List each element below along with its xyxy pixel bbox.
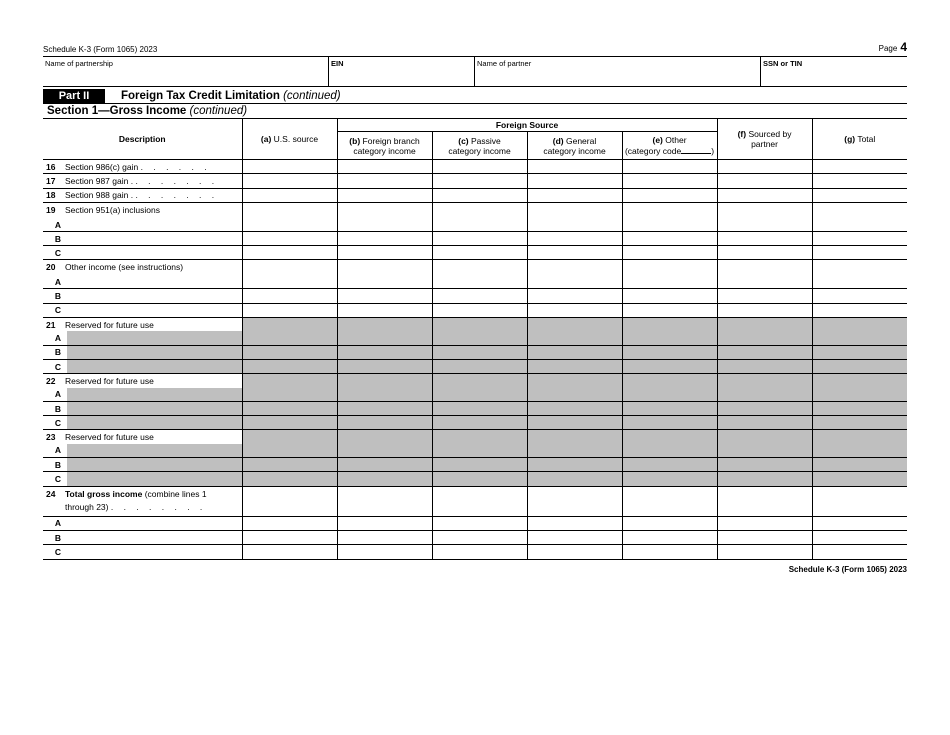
line-24a-label: A bbox=[43, 516, 242, 530]
shaded-cell bbox=[337, 416, 432, 430]
gross-income-table bbox=[43, 118, 907, 560]
input-cell[interactable] bbox=[432, 545, 527, 559]
shaded-cell bbox=[812, 430, 907, 458]
shaded-cell bbox=[527, 401, 622, 415]
line-23a-label: A bbox=[43, 444, 242, 458]
form-page bbox=[43, 40, 907, 574]
shaded-cell bbox=[812, 472, 907, 486]
table-row bbox=[43, 486, 907, 516]
input-cell[interactable] bbox=[242, 188, 337, 202]
shaded-cell bbox=[242, 318, 337, 346]
line-17-label: 17 Section 987 gain . . . . . . . . bbox=[43, 174, 242, 188]
input-cell[interactable] bbox=[432, 303, 527, 317]
input-cell[interactable] bbox=[717, 516, 812, 530]
input-cell[interactable] bbox=[812, 188, 907, 202]
input-cell[interactable] bbox=[527, 188, 622, 202]
shaded-cell bbox=[527, 472, 622, 486]
shaded-cell bbox=[812, 401, 907, 415]
table-row bbox=[43, 260, 907, 289]
input-cell[interactable] bbox=[242, 545, 337, 559]
part-label: Part II bbox=[43, 89, 105, 103]
shaded-cell bbox=[432, 318, 527, 346]
col-e-other: (e) Other (category code ) bbox=[622, 132, 717, 160]
line-19c-label: C bbox=[43, 246, 242, 260]
input-cell[interactable] bbox=[812, 160, 907, 174]
input-cell[interactable] bbox=[337, 160, 432, 174]
input-cell[interactable] bbox=[622, 260, 717, 289]
input-cell[interactable] bbox=[527, 160, 622, 174]
input-cell[interactable] bbox=[622, 303, 717, 317]
line-23c-label: C bbox=[43, 472, 242, 486]
input-cell[interactable] bbox=[527, 174, 622, 188]
ein-label: EIN bbox=[331, 59, 344, 68]
partner-name-label: Name of partner bbox=[477, 59, 532, 68]
table-row bbox=[43, 401, 907, 415]
input-cell[interactable] bbox=[527, 260, 622, 289]
input-cell[interactable] bbox=[622, 289, 717, 303]
input-cell[interactable] bbox=[432, 188, 527, 202]
col-b-foreign-branch: (b) Foreign branch category income bbox=[337, 132, 432, 160]
partnership-name-label: Name of partnership bbox=[45, 59, 113, 68]
input-cell[interactable] bbox=[337, 202, 432, 231]
input-cell[interactable] bbox=[242, 231, 337, 245]
part-header bbox=[43, 89, 907, 104]
input-cell[interactable] bbox=[717, 545, 812, 559]
input-cell[interactable] bbox=[812, 516, 907, 530]
input-cell[interactable] bbox=[337, 260, 432, 289]
line-24c-label: C bbox=[43, 545, 242, 559]
ein-field[interactable] bbox=[329, 57, 475, 86]
shaded-cell bbox=[242, 430, 337, 458]
table-row bbox=[43, 174, 907, 188]
shaded-cell bbox=[527, 416, 622, 430]
shaded-cell bbox=[432, 458, 527, 472]
shaded-cell bbox=[432, 345, 527, 359]
shaded-cell bbox=[812, 374, 907, 402]
input-cell[interactable] bbox=[717, 174, 812, 188]
ssn-tin-label: SSN or TIN bbox=[763, 59, 803, 68]
shaded-cell bbox=[717, 430, 812, 458]
input-cell[interactable] bbox=[622, 516, 717, 530]
table-row bbox=[43, 202, 907, 231]
input-cell[interactable] bbox=[812, 486, 907, 516]
input-cell[interactable] bbox=[242, 160, 337, 174]
input-cell[interactable] bbox=[717, 202, 812, 231]
input-cell[interactable] bbox=[242, 174, 337, 188]
input-cell[interactable] bbox=[622, 160, 717, 174]
shaded-cell bbox=[432, 374, 527, 402]
shaded-cell bbox=[622, 430, 717, 458]
input-cell[interactable] bbox=[717, 289, 812, 303]
input-cell[interactable] bbox=[432, 486, 527, 516]
shaded-cell bbox=[717, 472, 812, 486]
shaded-cell bbox=[527, 318, 622, 346]
input-cell[interactable] bbox=[622, 545, 717, 559]
line-16-label: 16 Section 986(c) gain . . . . . . bbox=[43, 160, 242, 174]
shaded-cell bbox=[337, 472, 432, 486]
shaded-cell bbox=[527, 359, 622, 373]
input-cell[interactable] bbox=[717, 486, 812, 516]
shaded-cell bbox=[622, 374, 717, 402]
table-row bbox=[43, 359, 907, 373]
input-cell[interactable] bbox=[242, 516, 337, 530]
input-cell[interactable] bbox=[527, 486, 622, 516]
shaded-cell bbox=[242, 472, 337, 486]
input-cell[interactable] bbox=[432, 260, 527, 289]
table-row bbox=[43, 516, 907, 530]
shaded-cell bbox=[812, 458, 907, 472]
shaded-cell bbox=[717, 374, 812, 402]
input-cell[interactable] bbox=[337, 174, 432, 188]
input-cell[interactable] bbox=[717, 260, 812, 289]
line-20c-label: C bbox=[43, 303, 242, 317]
shaded-cell bbox=[242, 401, 337, 415]
line-22c-label: C bbox=[43, 416, 242, 430]
input-cell[interactable] bbox=[622, 231, 717, 245]
col-f-sourced-by-partner: (f) Sourced by partner bbox=[717, 119, 812, 160]
shaded-cell bbox=[717, 416, 812, 430]
input-cell[interactable] bbox=[622, 530, 717, 544]
shaded-cell bbox=[242, 458, 337, 472]
table-row bbox=[43, 289, 907, 303]
shaded-cell bbox=[337, 430, 432, 458]
table-row bbox=[43, 303, 907, 317]
line-20b-label: B bbox=[43, 289, 242, 303]
input-cell[interactable] bbox=[432, 174, 527, 188]
partner-name-field[interactable] bbox=[475, 57, 761, 86]
input-cell[interactable] bbox=[337, 303, 432, 317]
shaded-cell bbox=[337, 318, 432, 346]
category-code-input[interactable] bbox=[681, 145, 711, 154]
line-22b-label: B bbox=[43, 401, 242, 415]
input-cell[interactable] bbox=[717, 188, 812, 202]
input-cell[interactable] bbox=[242, 486, 337, 516]
table-row bbox=[43, 458, 907, 472]
input-cell[interactable] bbox=[242, 260, 337, 289]
input-cell[interactable] bbox=[527, 516, 622, 530]
input-cell[interactable] bbox=[432, 516, 527, 530]
shaded-cell bbox=[242, 374, 337, 402]
form-footer: Schedule K-3 (Form 1065) 2023 bbox=[788, 564, 907, 574]
shaded-cell bbox=[242, 416, 337, 430]
shaded-cell bbox=[622, 318, 717, 346]
input-cell[interactable] bbox=[432, 530, 527, 544]
input-cell[interactable] bbox=[337, 188, 432, 202]
shaded-cell bbox=[337, 374, 432, 402]
input-cell[interactable] bbox=[717, 160, 812, 174]
table-row bbox=[43, 430, 907, 444]
line-21b-label: B bbox=[43, 345, 242, 359]
shaded-cell bbox=[527, 345, 622, 359]
input-cell[interactable] bbox=[432, 289, 527, 303]
shaded-cell bbox=[242, 359, 337, 373]
shaded-cell bbox=[717, 345, 812, 359]
line-19-label: 19 Section 951(a) inclusions A bbox=[43, 202, 242, 231]
input-cell[interactable] bbox=[432, 246, 527, 260]
input-cell[interactable] bbox=[527, 303, 622, 317]
input-cell[interactable] bbox=[527, 289, 622, 303]
shaded-cell bbox=[812, 345, 907, 359]
input-cell[interactable] bbox=[717, 530, 812, 544]
input-cell[interactable] bbox=[432, 231, 527, 245]
input-cell[interactable] bbox=[812, 303, 907, 317]
shaded-cell bbox=[622, 359, 717, 373]
shaded-cell bbox=[337, 345, 432, 359]
shaded-cell bbox=[717, 458, 812, 472]
line-23-label: 23 Reserved for future use bbox=[43, 430, 242, 444]
input-cell[interactable] bbox=[812, 246, 907, 260]
line-21a-label: A bbox=[43, 331, 242, 345]
page-number: Page 4 bbox=[878, 40, 907, 54]
input-cell[interactable] bbox=[337, 530, 432, 544]
table-row bbox=[43, 188, 907, 202]
shaded-cell bbox=[527, 430, 622, 458]
shaded-cell bbox=[717, 401, 812, 415]
table-row bbox=[43, 345, 907, 359]
input-cell[interactable] bbox=[812, 260, 907, 289]
shaded-cell bbox=[717, 359, 812, 373]
shaded-cell bbox=[812, 416, 907, 430]
line-18-label: 18 Section 988 gain . . . . . . . . bbox=[43, 188, 242, 202]
input-cell[interactable] bbox=[337, 545, 432, 559]
col-g-total: (g) Total bbox=[812, 119, 907, 160]
input-cell[interactable] bbox=[622, 202, 717, 231]
input-cell[interactable] bbox=[622, 486, 717, 516]
input-cell[interactable] bbox=[622, 174, 717, 188]
shaded-cell bbox=[622, 472, 717, 486]
shaded-cell bbox=[527, 458, 622, 472]
table-row bbox=[43, 318, 907, 332]
table-row bbox=[43, 472, 907, 486]
input-cell[interactable] bbox=[812, 545, 907, 559]
input-cell[interactable] bbox=[527, 246, 622, 260]
col-c-passive: (c) Passive category income bbox=[432, 132, 527, 160]
input-cell[interactable] bbox=[337, 289, 432, 303]
part-title: Foreign Tax Credit Limitation (continued) bbox=[121, 90, 341, 102]
line-24-label: 24 Total gross income (combine lines 1 through 23) . . . . . . . . bbox=[43, 486, 242, 516]
input-cell[interactable] bbox=[242, 246, 337, 260]
table-row bbox=[43, 231, 907, 245]
shaded-cell bbox=[812, 359, 907, 373]
input-cell[interactable] bbox=[337, 246, 432, 260]
shaded-cell bbox=[717, 318, 812, 346]
shaded-cell bbox=[432, 430, 527, 458]
input-cell[interactable] bbox=[717, 231, 812, 245]
line-23b-label: B bbox=[43, 458, 242, 472]
line-21-label: 21 Reserved for future use bbox=[43, 318, 242, 332]
partnership-name-field[interactable] bbox=[43, 57, 329, 86]
input-cell[interactable] bbox=[717, 246, 812, 260]
col-d-general: (d) General category income bbox=[527, 132, 622, 160]
table-row bbox=[43, 416, 907, 430]
input-cell[interactable] bbox=[527, 530, 622, 544]
line-22a-label: A bbox=[43, 388, 242, 402]
shaded-cell bbox=[432, 359, 527, 373]
shaded-cell bbox=[337, 401, 432, 415]
form-header bbox=[43, 40, 907, 56]
input-cell[interactable] bbox=[242, 289, 337, 303]
input-cell[interactable] bbox=[812, 289, 907, 303]
input-cell[interactable] bbox=[812, 202, 907, 231]
input-cell[interactable] bbox=[527, 545, 622, 559]
table-row bbox=[43, 374, 907, 388]
line-22-label: 22 Reserved for future use bbox=[43, 374, 242, 388]
input-cell[interactable] bbox=[622, 246, 717, 260]
input-cell[interactable] bbox=[242, 202, 337, 231]
input-cell[interactable] bbox=[527, 202, 622, 231]
shaded-cell bbox=[432, 472, 527, 486]
input-cell[interactable] bbox=[717, 303, 812, 317]
shaded-cell bbox=[622, 345, 717, 359]
input-cell[interactable] bbox=[337, 516, 432, 530]
line-24b-label: B bbox=[43, 530, 242, 544]
shaded-cell bbox=[432, 401, 527, 415]
shaded-cell bbox=[527, 374, 622, 402]
shaded-cell bbox=[337, 458, 432, 472]
input-cell[interactable] bbox=[242, 530, 337, 544]
input-cell[interactable] bbox=[432, 202, 527, 231]
section-title: Section 1—Gross Income (continued) bbox=[47, 105, 248, 117]
input-cell[interactable] bbox=[527, 231, 622, 245]
input-cell[interactable] bbox=[622, 188, 717, 202]
shaded-cell bbox=[812, 318, 907, 346]
shaded-cell bbox=[242, 345, 337, 359]
line-21c-label: C bbox=[43, 359, 242, 373]
line-20-label: 20 Other income (see instructions) A bbox=[43, 260, 242, 289]
input-cell[interactable] bbox=[242, 303, 337, 317]
shaded-cell bbox=[622, 416, 717, 430]
identification-row bbox=[43, 56, 907, 87]
col-description: Description bbox=[43, 119, 242, 160]
input-cell[interactable] bbox=[812, 530, 907, 544]
input-cell[interactable] bbox=[812, 231, 907, 245]
table-row bbox=[43, 246, 907, 260]
line-19b-label: B bbox=[43, 231, 242, 245]
table-row bbox=[43, 545, 907, 559]
input-cell[interactable] bbox=[337, 486, 432, 516]
form-id: Schedule K-3 (Form 1065) 2023 bbox=[43, 45, 158, 54]
shaded-cell bbox=[622, 401, 717, 415]
table-row bbox=[43, 530, 907, 544]
shaded-cell bbox=[432, 416, 527, 430]
col-a-us-source: (a) U.S. source bbox=[242, 119, 337, 160]
input-cell[interactable] bbox=[812, 174, 907, 188]
input-cell[interactable] bbox=[337, 231, 432, 245]
shaded-cell bbox=[337, 359, 432, 373]
table-row bbox=[43, 160, 907, 174]
ssn-tin-field[interactable] bbox=[761, 57, 907, 86]
shaded-cell bbox=[622, 458, 717, 472]
input-cell[interactable] bbox=[432, 160, 527, 174]
col-foreign-source: Foreign Source bbox=[337, 119, 717, 132]
